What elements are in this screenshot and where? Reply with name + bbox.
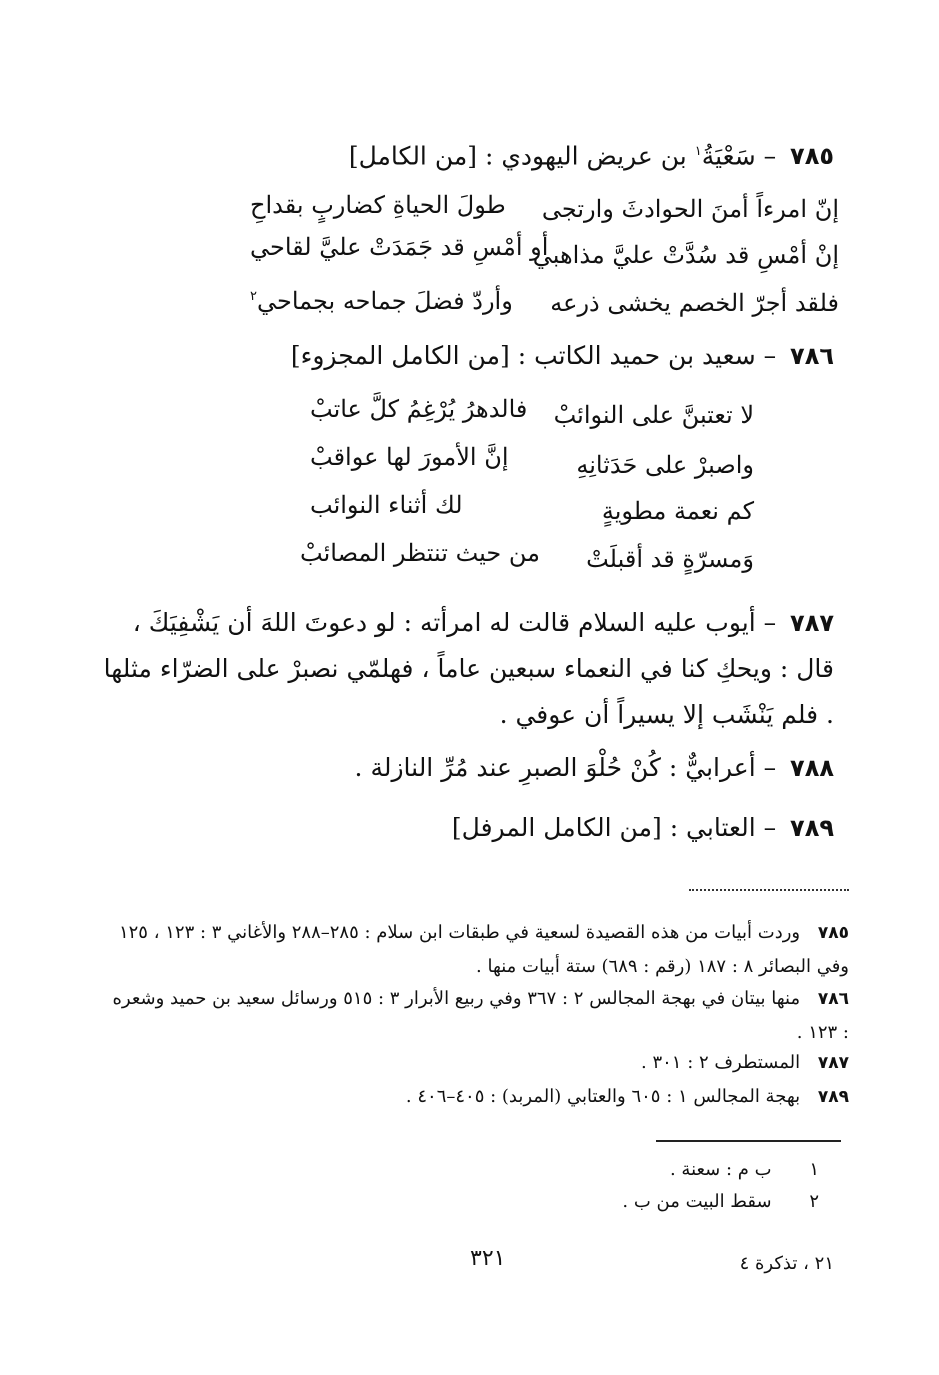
footnote-marker: ١	[694, 144, 702, 159]
verse-hemistich-right: إنّ امرءاً أمنَ الحوادثَ وارتجى	[541, 195, 839, 223]
verse-hemistich-left	[250, 278, 550, 320]
note-number: ٧٨٥	[817, 923, 849, 943]
entry-785-heading	[349, 132, 834, 176]
entry-title: – سَعْيَةُ	[701, 141, 777, 171]
verse-hemistich-left: إنَّ الأمورَ لها عواقبْ	[310, 443, 509, 471]
footnotes-separator	[656, 1140, 841, 1142]
entry-788-text	[355, 748, 834, 788]
entry-title-rest: بن عريض اليهودي :	[484, 141, 687, 171]
entry-number: ٧٨٥	[790, 142, 834, 171]
footnote	[670, 1154, 819, 1186]
entry-789-heading	[452, 808, 834, 848]
verse-hemistich-right: وَمسرّةٍ قد أقبلَتْ	[586, 545, 754, 573]
note-number: ٧٨٩	[817, 1087, 849, 1107]
entry-number: ٧٨٦	[790, 342, 834, 370]
source-note	[104, 982, 849, 1049]
note-text: بهجة المجالس ١ : ٦٠٥ والعتابي (المربد) : ٤٠٥–٤٠٦ .	[405, 1086, 801, 1107]
footnote-marker: ٢	[250, 289, 257, 304]
entry-body: – أيوب عليه السلام قالت له امرأته : لو دعوتَ اللهَ أن يَشْفِيَكَ ، قال : ويحكِ كنا في النعماء سبعين عاماً ، فهلمّي نصبرْ على الضرّاء مثلها . فلم يَنْشَب إلا يسيراً أن عوفي .	[103, 608, 834, 729]
verse-hemistich-right: فلقد أجرّ الخصم يخشى ذرعه	[550, 289, 839, 317]
verse-hemistich-right: لا تعتبنَّ على النوائبْ	[553, 401, 754, 429]
verse-hemistich-left: فالدهرُ يُرْغِمُ كلَّ عاتبْ	[310, 395, 528, 423]
entry-787-text	[94, 600, 834, 738]
signature-mark: ٢١ ، تذكرة ٤	[739, 1253, 834, 1274]
footnote-text: سقط البيت من ب .	[622, 1191, 772, 1212]
entry-number: ٧٨٩	[790, 814, 834, 842]
note-number: ٧٨٧	[817, 1053, 849, 1073]
source-note	[104, 1080, 849, 1114]
verse-hemistich-left: من حيث تنتظر المصائبْ	[300, 539, 540, 567]
verse-text: وأردّ فضلَ جماحه بجماحي	[256, 287, 513, 315]
note-text: المستطرف ٢ : ٣٠١ .	[641, 1052, 801, 1073]
source-note	[104, 916, 849, 983]
entry-title: – سعيد بن حميد الكاتب :	[517, 341, 777, 370]
footnote	[622, 1186, 819, 1218]
note-text: وردت أبيات من هذه القصيدة لسعية في طبقات ابن سلام : ٢٨٥–٢٨٨ والأغاني ٣ : ١٢٣ ، ١٢٥ وفي البصائر ٨ : ١٨٧ (رقم : ٦٨٩) ستة أبيات منها .	[118, 922, 849, 977]
meter-label: [من الكامل المرفل]	[451, 813, 662, 842]
verse-hemistich-right: إنْ أمْسِ قد سُدَّتْ عليَّ مذاهبي	[532, 241, 839, 269]
verse-hemistich-right: كم نعمة مطويةٍ	[601, 497, 754, 525]
meter-label: [من الكامل]	[348, 141, 477, 171]
notes-separator	[689, 889, 849, 891]
note-text: منها بيتان في بهجة المجالس ٢ : ٣٦٧ وفي ربيع الأبرار ٣ : ٥١٥ ورسائل سعيد بن حميد وشعره : ١٢٣ .	[112, 988, 849, 1043]
entry-number: ٧٨٨	[790, 754, 834, 782]
verse-hemistich-left: لك أثناء النوائب	[310, 491, 463, 519]
verse-hemistich-right: واصبرْ على حَدَثانِهِ	[576, 451, 754, 479]
footnote-text: ب م : سعنة .	[669, 1159, 772, 1180]
verse-hemistich-left: طولَ الحياةِ كضاربٍ بقداحِ	[250, 191, 506, 219]
entry-title: – العتابي :	[669, 813, 777, 842]
footnote-number: ١	[809, 1159, 819, 1180]
footnote-number: ٢	[809, 1191, 819, 1212]
note-number: ٧٨٦	[817, 989, 849, 1009]
source-note	[104, 1046, 849, 1080]
meter-label: [من الكامل المجزوء]	[290, 341, 510, 370]
entry-786-heading	[291, 336, 834, 376]
entry-number: ٧٨٧	[790, 609, 834, 637]
page-number: ٣٢١	[470, 1246, 506, 1271]
entry-body: – أعرابيٌّ : كُنْ حُلْوَ الصبرِ عند مُرِّ النازلة .	[354, 753, 777, 782]
verse-hemistich-left: أو أمْسِ قد جَمَدَتْ عليَّ لقاحي	[250, 233, 549, 261]
